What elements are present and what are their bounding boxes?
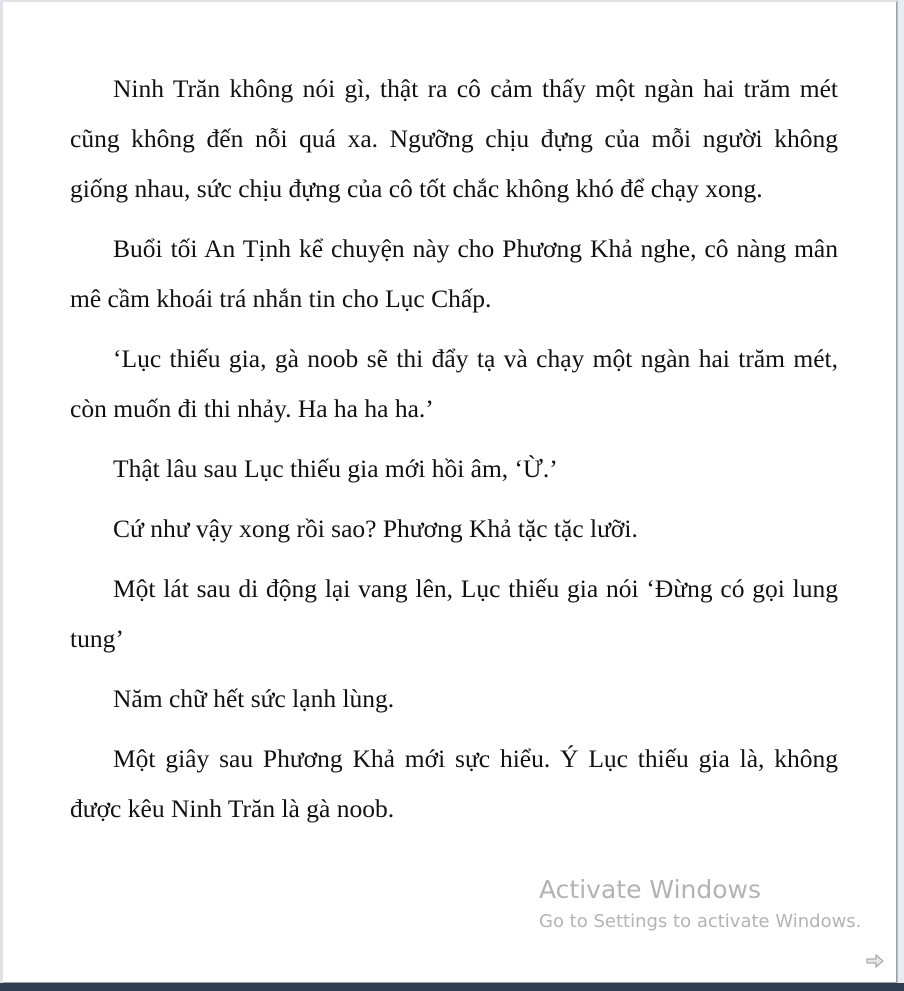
paragraph: Một lát sau di động lại vang lên, Lục thiếu gia nói ‘Đừng có gọi lung tung’	[70, 574, 838, 653]
paragraph: ‘Lục thiếu gia, gà noob sẽ thi đẩy tạ và chạy một ngàn hai trăm mét, còn muốn đi thi nhảy. Ha ha ha ha.’	[70, 344, 838, 423]
document-text	[70, 64, 838, 834]
paragraph: Ninh Trăn không nói gì, thật ra cô cảm thấy một ngàn hai trăm mét cũng không đến nỗi quá xa. Ngưỡng chịu đựng của mỗi người không giống nhau, sức chịu đựng của cô tốt chắc không khó để chạy xong.	[70, 74, 838, 203]
activate-windows-watermark	[539, 872, 861, 936]
paragraph: Năm chữ hết sức lạnh lùng.	[113, 684, 395, 713]
paragraph: Thật lâu sau Lục thiếu gia mới hồi âm, ‘Ừ.’	[113, 454, 558, 483]
paragraph: Buổi tối An Tịnh kể chuyện này cho Phương Khả nghe, cô nàng mân mê cầm khoái trá nhắn tin cho Lục Chấp.	[70, 234, 838, 313]
taskbar-edge	[0, 983, 904, 991]
watermark-subtitle: Go to Settings to activate Windows.	[539, 911, 862, 932]
paragraph: Một giây sau Phương Khả mới sực hiểu. Ý Lục thiếu gia là, không được kêu Ninh Trăn là gà noob.	[70, 744, 838, 823]
watermark-title: Activate Windows	[539, 875, 761, 904]
document-page	[3, 2, 897, 983]
arrow-right-icon[interactable]	[866, 954, 884, 968]
scrollbar[interactable]	[897, 0, 904, 991]
paragraph: Cứ như vậy xong rồi sao? Phương Khả tặc tặc lưỡi.	[113, 514, 638, 543]
